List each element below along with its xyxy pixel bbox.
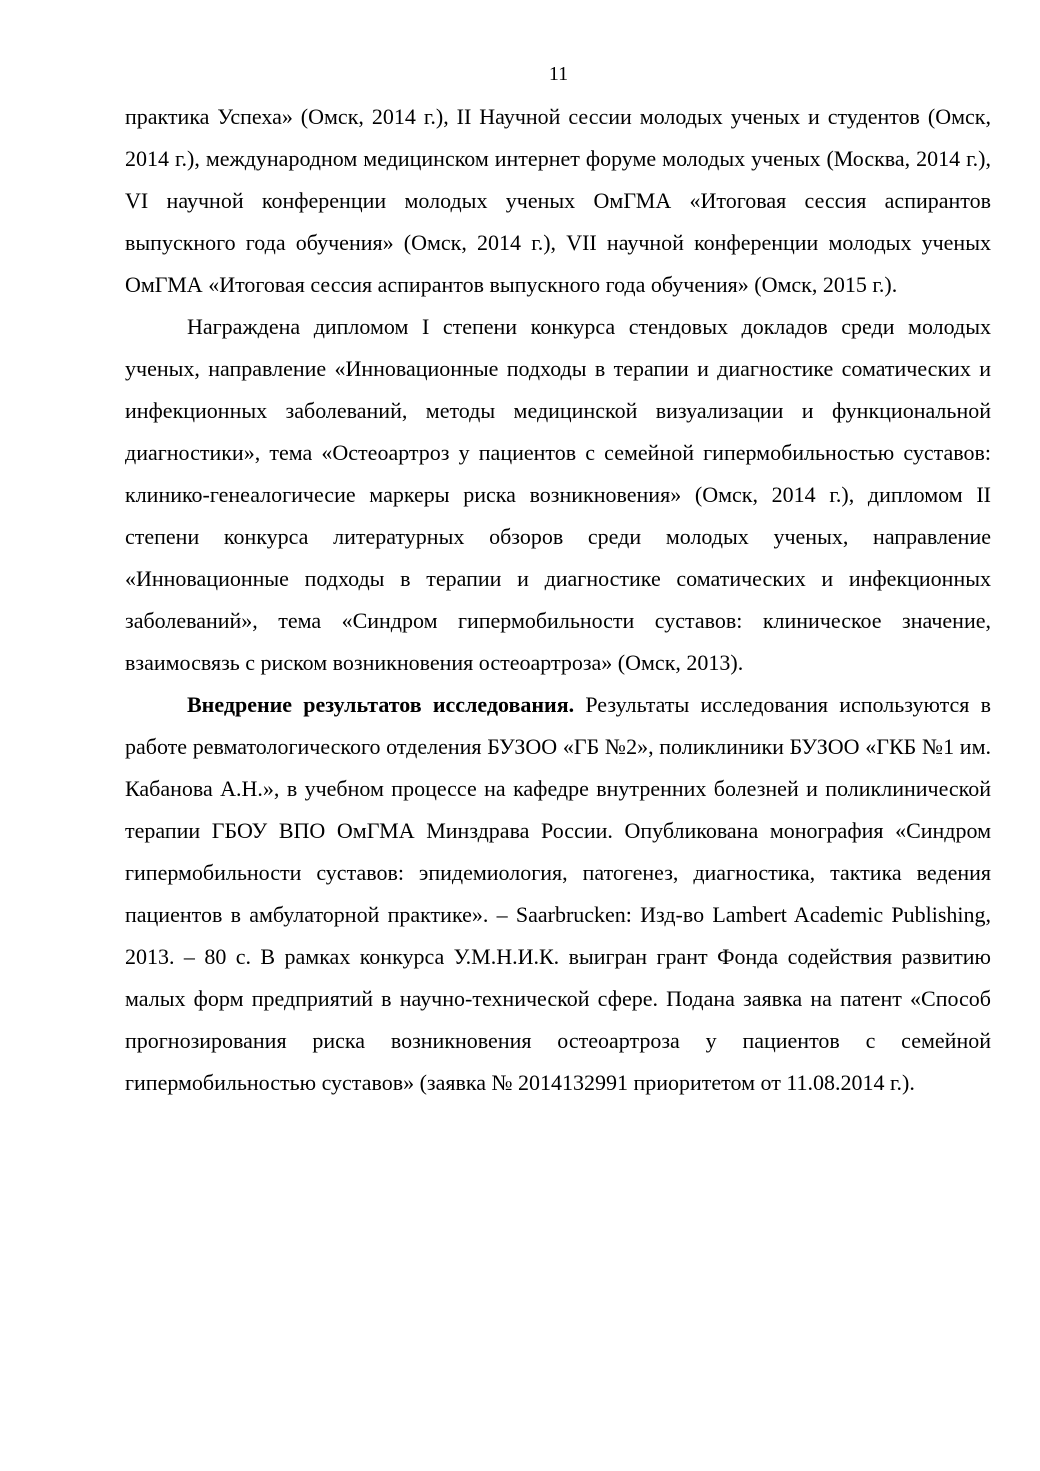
section-heading-implementation: Внедрение результатов исследования.	[187, 692, 575, 717]
implementation-text: Результаты исследования используются в работе ревматологического отделения БУЗОО «ГБ №2», поликлиники БУЗОО «ГКБ №1 им. Кабанова А.Н.», в учебном процессе на кафедре внутренних болезней и поликлинической терапии ГБОУ ВПО ОмГМА Минздрава России. Опубликована монография «Синдром гипермобильности суставов: эпидемиология, патогенез, диагностика, тактика ведения пациентов в амбулаторной практике». – Saarbrucken: Изд-во Lambert Academic Publishing, 2013. – 80 с. В рамках конкурса У.М.Н.И.К. выигран грант Фонда содействия развитию малых форм предприятий в научно-технической сфере. Подана заявка на патент «Способ прогнозирования риска возникновения остеоартроза у пациентов с семейной гипермобильностью суставов» (заявка № 2014132991 приоритетом от 11.08.2014 г.).	[125, 692, 991, 1095]
paragraph-awards: Награждена дипломом I степени конкурса стендовых докладов среди молодых ученых, направление «Инновационные подходы в терапии и диагностике соматических и инфекционных заболеваний, методы медицинской визуализации и функциональной диагностики», тема «Остеоартроз у пациентов с семейной гипермобильностью суставов: клинико-генеалогичесие маркеры риска возникновения» (Омск, 2014 г.), дипломом II степени конкурса литературных обзоров среди молодых ученых, направление «Инновационные подходы в терапии и диагностике соматических и инфекционных заболеваний», тема «Синдром гипермобильности суставов: клиническое значение, взаимосвязь с риском возникновения остеоартроза» (Омск, 2013).	[125, 314, 991, 675]
paragraph-conferences: практика Успеха» (Омск, 2014 г.), II Научной сессии молодых ученых и студентов (Омск, 2014 г.), международном медицинском интернет форуме молодых ученых (Москва, 2014 г.), VI научной конференции молодых ученых ОмГМА «Итоговая сессия аспирантов выпускного года обучения» (Омск, 2014 г.), VII научной конференции молодых ученых ОмГМА «Итоговая сессия аспирантов выпускного года обучения» (Омск, 2015 г.).	[125, 104, 991, 297]
page-number: 11	[548, 63, 569, 85]
paragraph-implementation	[125, 684, 991, 1104]
document-body	[125, 96, 991, 1104]
